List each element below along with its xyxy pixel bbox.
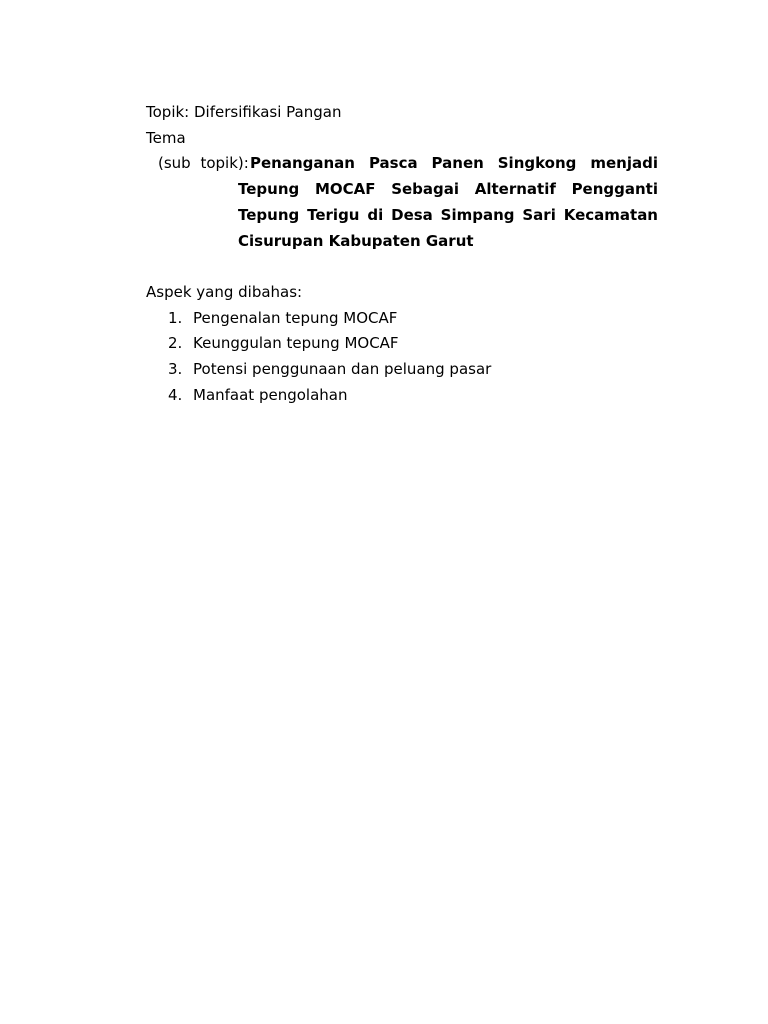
subtopic-label: (sub topik):: [158, 154, 249, 173]
subtopic-block: [146, 151, 658, 254]
subtopic-title: [146, 151, 658, 254]
document-body: [146, 100, 658, 408]
list-item-text: Keunggulan tepung MOCAF: [193, 334, 399, 353]
list-item-text: Manfaat pengolahan: [193, 385, 348, 404]
list-item: [168, 383, 658, 409]
list-item-text: Pengenalan tepung MOCAF: [193, 308, 398, 327]
theme-label: Tema: [146, 128, 186, 147]
list-item-number: 2.: [168, 334, 183, 353]
list-item: [168, 331, 658, 357]
paragraph-spacer: [146, 254, 658, 280]
list-item-text: Potensi penggunaan dan peluang pasar: [193, 360, 492, 379]
topic-line: Topik: Difersifikasi Pangan: [146, 103, 342, 121]
subtopic-title-text: Penanganan Pasca Panen Singkong menjadi Tepung MOCAF Sebagai Alternatif Pengganti Tepung Terigu di Desa Simpang Sari Kecamatan Cisurupan Kabupaten Garut: [238, 154, 658, 250]
aspects-heading: Aspek yang dibahas:: [146, 282, 303, 301]
list-item-number: 3.: [168, 360, 183, 379]
list-item-number: 4.: [168, 385, 183, 404]
list-item-number: 1.: [168, 308, 183, 327]
list-item: [168, 357, 658, 383]
aspects-list: [146, 306, 658, 409]
list-item: [168, 306, 658, 332]
